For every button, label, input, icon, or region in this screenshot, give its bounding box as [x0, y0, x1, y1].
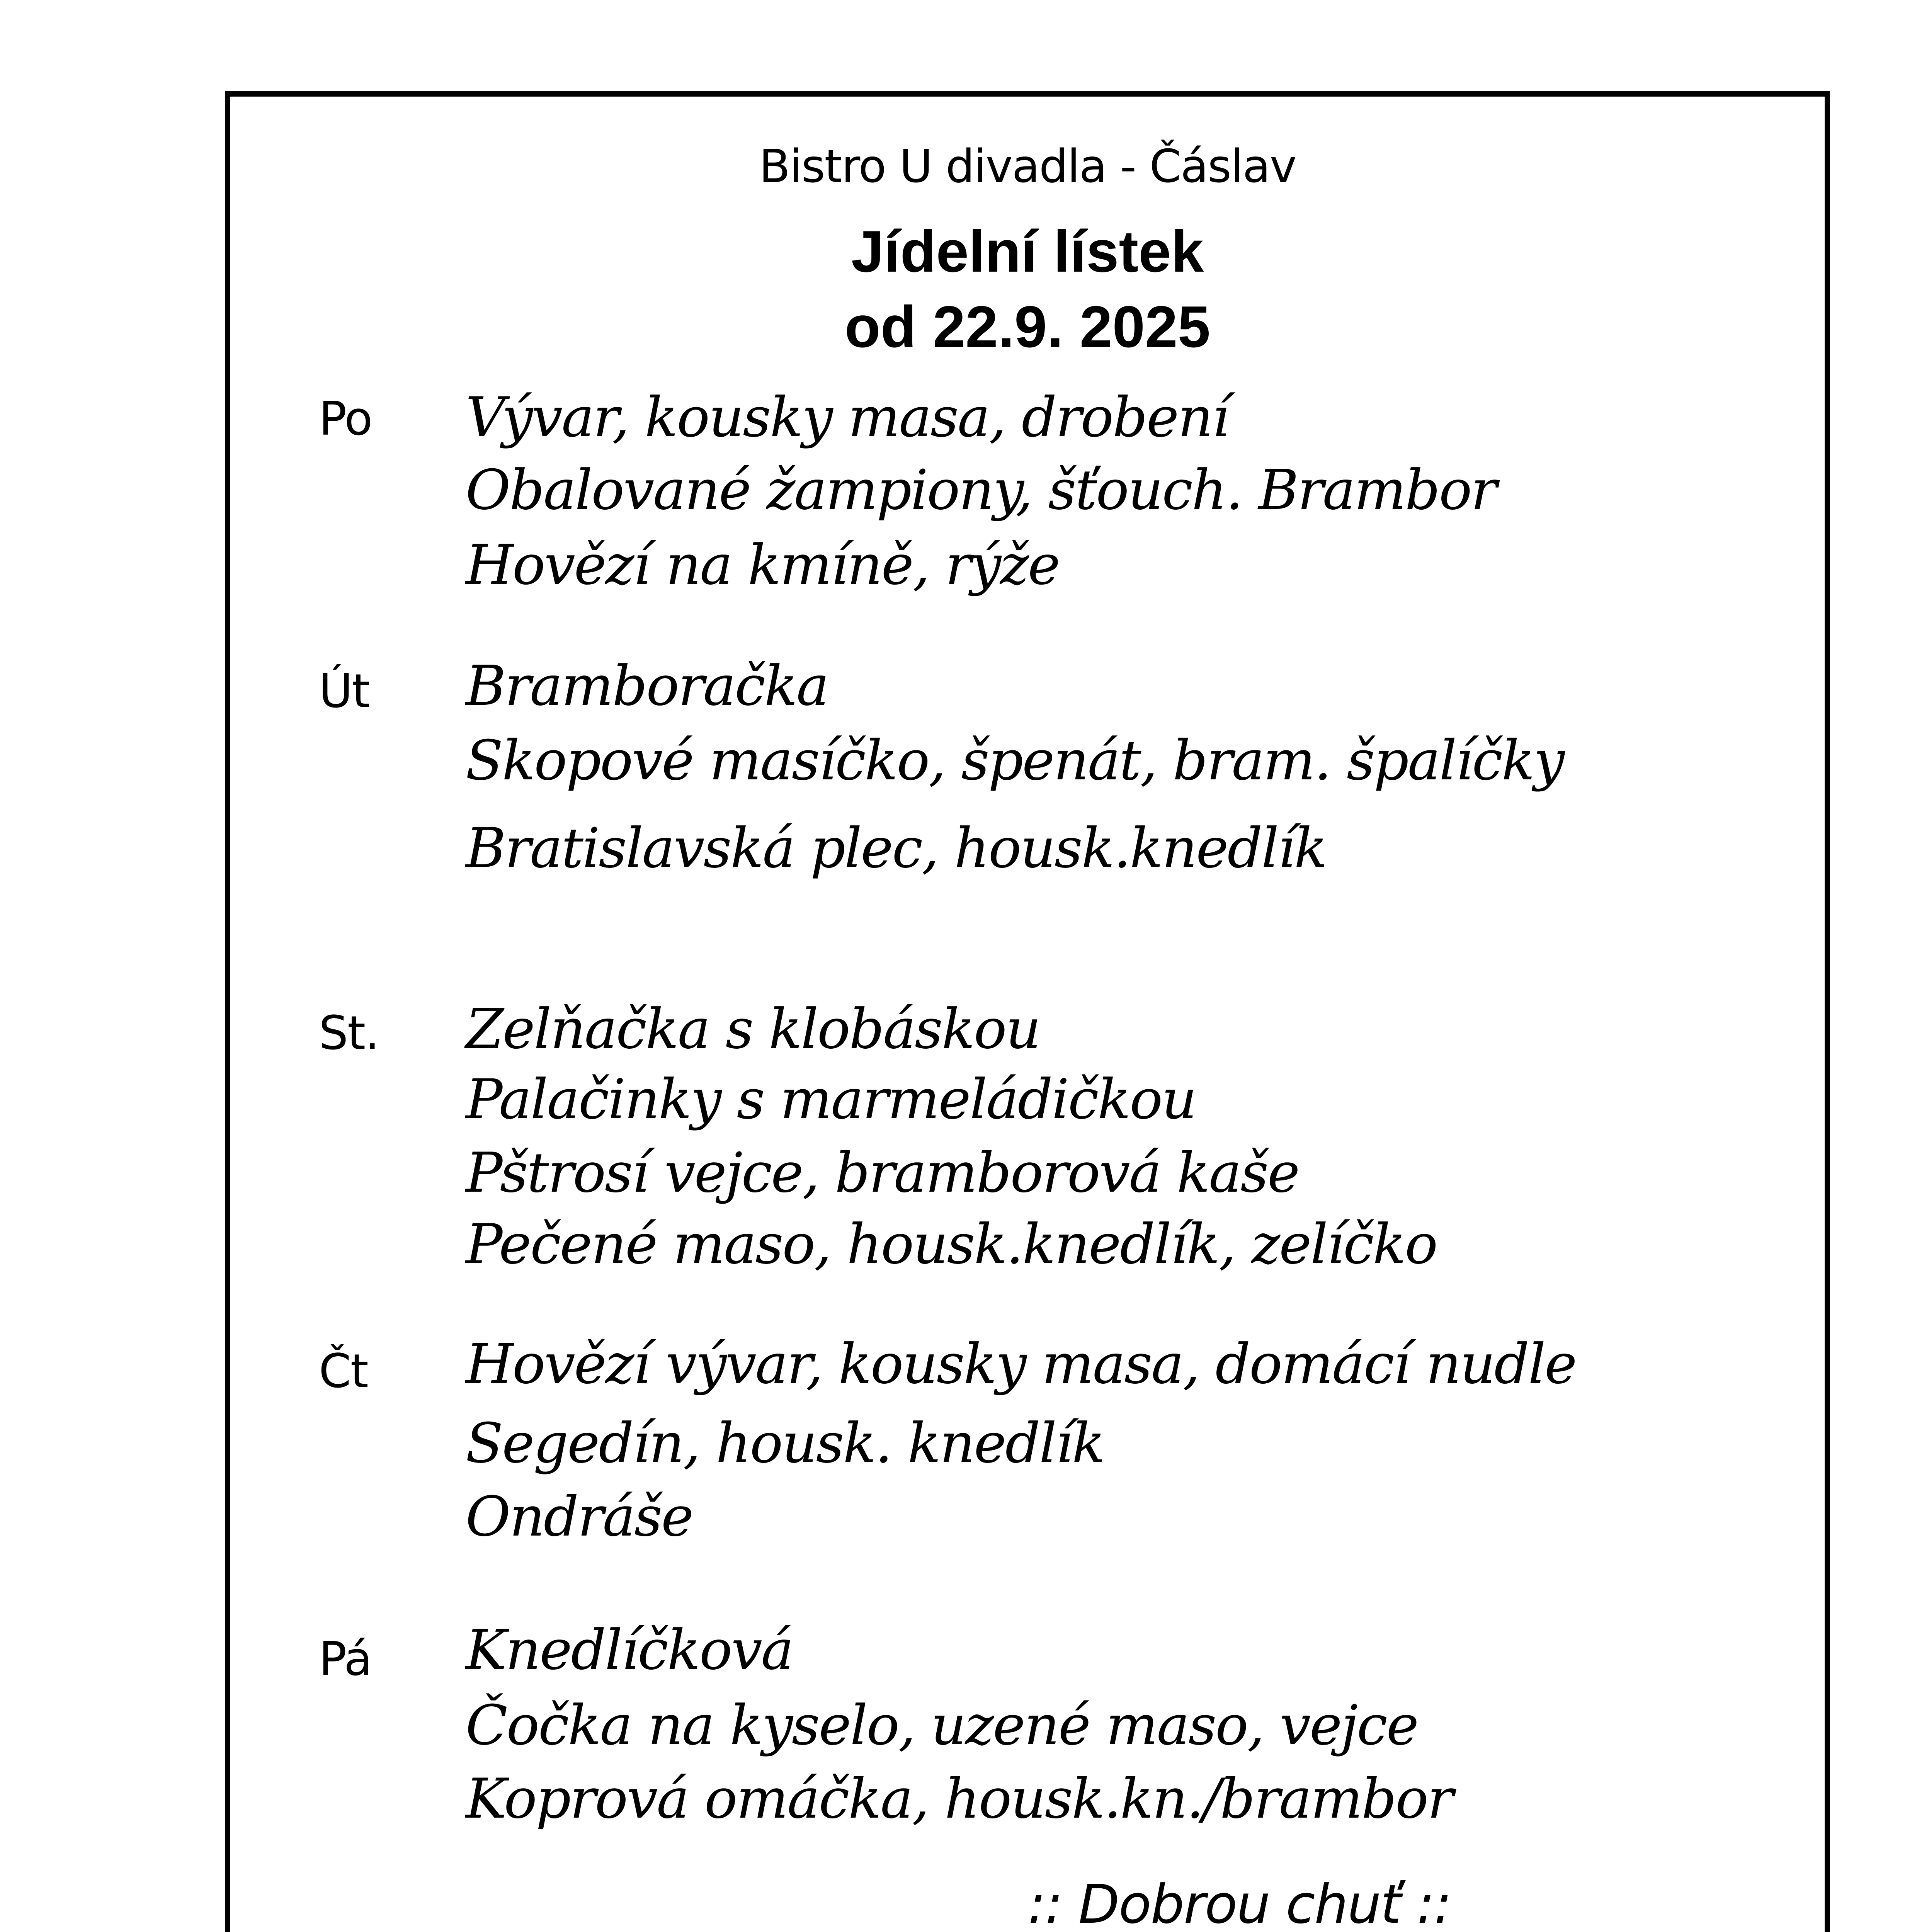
dish-tuesday-2: Skopové masíčko, špenát, bram. špalíčky	[466, 729, 1564, 793]
dish-friday-3: Koprová omáčka, housk.kn./brambor	[466, 1767, 1453, 1831]
menu-title: Jídelní lístek	[851, 219, 1204, 284]
dish-monday-1: Vývar, kousky masa, drobení	[466, 386, 1228, 449]
dish-friday-2: Čočka na kyselo, uzené maso, vejce	[466, 1694, 1418, 1757]
dish-tuesday-1: Bramboračka	[466, 654, 828, 718]
dish-monday-3: Hovězí na kmíně, rýže	[466, 533, 1060, 597]
dish-monday-2: Obalované žampiony, šťouch. Brambor	[466, 458, 1496, 522]
dish-thursday-2: Segedín, housk. knedlík	[466, 1412, 1104, 1475]
dish-wednesday-3: Pštrosí vejce, bramborová kaše	[466, 1141, 1299, 1205]
dish-thursday-3: Ondráše	[466, 1485, 693, 1549]
menu-date: od 22.9. 2025	[844, 294, 1211, 360]
closing-greeting: :: Dobrou chuť ::	[1028, 1873, 1451, 1932]
dish-wednesday-2: Palačinky s marmeládičkou	[466, 1068, 1196, 1131]
dish-friday-1: Knedlíčková	[466, 1618, 793, 1682]
restaurant-name: Bistro U divadla - Čáslav	[759, 139, 1296, 193]
day-label-monday: Po	[319, 392, 372, 446]
day-label-thursday: Čt	[319, 1345, 368, 1398]
dish-wednesday-1: Zelňačka s klobáskou	[466, 997, 1040, 1061]
day-label-friday: Pá	[319, 1633, 372, 1686]
day-label-wednesday: St.	[319, 1007, 379, 1060]
day-label-tuesday: Út	[319, 665, 369, 718]
dish-wednesday-4: Pečené maso, housk.knedlík, zelíčko	[466, 1213, 1437, 1276]
dish-tuesday-3: Bratislavská plec, housk.knedlík	[466, 816, 1327, 880]
dish-thursday-1: Hovězí vývar, kousky masa, domácí nudle	[466, 1332, 1576, 1396]
